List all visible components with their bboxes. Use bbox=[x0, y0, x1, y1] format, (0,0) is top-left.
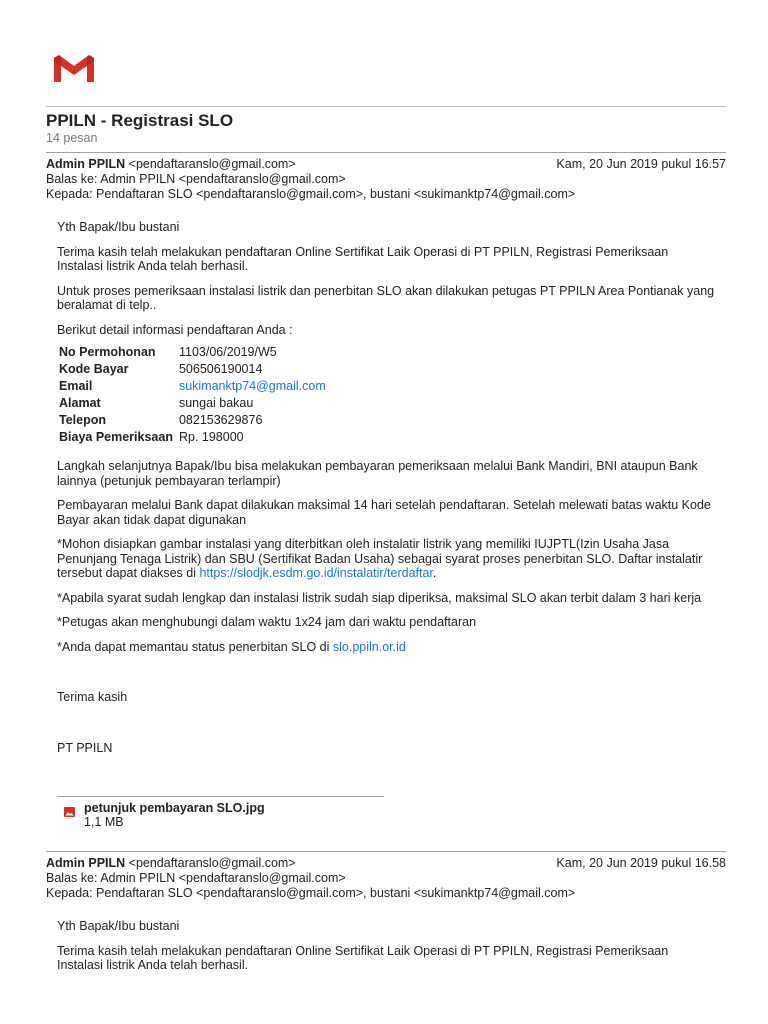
message-divider bbox=[46, 152, 726, 153]
message-count: 14 pesan bbox=[46, 131, 98, 145]
body-paragraph bbox=[57, 537, 717, 581]
table-row bbox=[59, 396, 330, 413]
sender-name: Admin PPILN bbox=[46, 157, 126, 171]
email-link[interactable]: sukimanktp74@gmail.com bbox=[178, 379, 326, 393]
detail-label: No Permohonan bbox=[59, 345, 156, 359]
message-divider bbox=[46, 851, 726, 852]
recipients-line: Kepada: Pendaftaran SLO <pendaftaranslo@gmail.com>, bustani <sukimanktp74@gmail.com> bbox=[46, 187, 576, 201]
body-paragraph: *Petugas akan menghubungi dalam waktu 1x24 jam dari waktu pendaftaran bbox=[57, 615, 477, 629]
table-row bbox=[59, 345, 330, 362]
body-paragraph: Untuk proses pemeriksaan instalasi listrik dan penerbitan SLO akan dilakukan petugas PT PPILN Area Pontianak yang beralamat di telp.. bbox=[57, 283, 715, 312]
attachment-divider bbox=[57, 796, 384, 797]
body-paragraph: Berikut detail informasi pendaftaran Anda : bbox=[57, 322, 293, 337]
table-row bbox=[59, 430, 330, 447]
detail-value: sungai bakau bbox=[178, 396, 254, 410]
message-1 bbox=[46, 152, 726, 765]
message-header bbox=[46, 856, 726, 901]
attachment-size: 1,1 MB bbox=[84, 815, 124, 829]
image-file-icon bbox=[64, 807, 75, 817]
message-header bbox=[46, 157, 726, 202]
body-paragraph: Pembayaran melalui Bank dapat dilakukan maksimal 14 hari setelah pendaftaran. Setelah melewati batas waktu Kode Bayar akan tidak dapat digunakan bbox=[57, 498, 711, 527]
message-date: Kam, 20 Jun 2019 pukul 16.57 bbox=[556, 157, 726, 171]
detail-label: Alamat bbox=[59, 396, 101, 410]
reply-to-line: Balas ke: Admin PPILN <pendaftaranslo@gmail.com> bbox=[46, 871, 346, 885]
message-2 bbox=[46, 851, 726, 983]
paragraph-text: *Mohon disiapkan gambar instalasi yang diterbitkan oleh instalatir listrik yang memiliki IUJPTL(Izin Usaha Jasa Penunjang Tenaga Listrik) dan SBU (Sertifikat Badan Usaha) sebagai syarat proses penerbitan SLO. Daftar instalatir tersebut dapat diakses di bbox=[57, 537, 703, 580]
body-paragraph: Langkah selanjutnya Bapak/Ibu bisa melakukan pembayaran pemeriksaan melalui Bank Mandiri, BNI ataupun Bank lainnya (petunjuk pembayaran terlampir) bbox=[57, 459, 698, 488]
detail-label: Biaya Pemeriksaan bbox=[59, 430, 173, 444]
instalatir-link[interactable]: https://slodjk.esdm.go.id/instalatir/terdaftar bbox=[199, 566, 433, 580]
detail-value: Rp. 198000 bbox=[178, 430, 244, 444]
message-body bbox=[57, 220, 717, 755]
thread-subject: PPILN - Registrasi SLO bbox=[46, 111, 234, 130]
registration-details-table bbox=[59, 345, 330, 447]
paragraph-end: . bbox=[432, 566, 437, 580]
message-body bbox=[57, 919, 717, 973]
recipients-line: Kepada: Pendaftaran SLO <pendaftaranslo@gmail.com>, bustani <sukimanktp74@gmail.com> bbox=[46, 886, 576, 900]
closing: Terima kasih bbox=[57, 690, 128, 704]
slo-status-link[interactable]: slo.ppiln.or.id bbox=[332, 639, 406, 654]
table-row bbox=[59, 379, 330, 396]
detail-label: Kode Bayar bbox=[59, 362, 129, 376]
message-date: Kam, 20 Jun 2019 pukul 16.58 bbox=[556, 856, 726, 870]
header-divider bbox=[46, 106, 726, 107]
detail-value: 082153629876 bbox=[178, 413, 263, 427]
body-paragraph: Terima kasih telah melakukan pendaftaran Online Sertifikat Laik Operasi di PT PPILN, Registrasi Pemeriksaan Instalasi listrik Anda telah berhasil. bbox=[57, 943, 669, 972]
sender-email: <pendaftaranslo@gmail.com> bbox=[128, 157, 296, 171]
body-paragraph: Terima kasih telah melakukan pendaftaran Online Sertifikat Laik Operasi di PT PPILN, Registrasi Pemeriksaan Instalasi listrik Anda telah berhasil. bbox=[57, 244, 669, 273]
detail-value: 506506190014 bbox=[178, 362, 263, 376]
greeting: Yth Bapak/Ibu bustani bbox=[57, 220, 180, 234]
body-paragraph bbox=[57, 640, 717, 655]
reply-to-line: Balas ke: Admin PPILN <pendaftaranslo@gmail.com> bbox=[46, 172, 346, 186]
paragraph-text: *Anda dapat memantau status penerbitan SLO di bbox=[57, 639, 333, 654]
gmail-logo-icon bbox=[52, 54, 96, 84]
table-row bbox=[59, 413, 330, 430]
detail-label: Email bbox=[59, 379, 93, 393]
signature: PT PPILN bbox=[57, 740, 113, 755]
detail-value: 1103/06/2019/W5 bbox=[178, 345, 277, 359]
detail-label: Telepon bbox=[59, 413, 106, 427]
sender-email: <pendaftaranslo@gmail.com> bbox=[128, 856, 296, 870]
sender-name: Admin PPILN bbox=[46, 856, 126, 870]
greeting: Yth Bapak/Ibu bustani bbox=[57, 919, 180, 933]
attachment-name[interactable]: petunjuk pembayaran SLO.jpg bbox=[84, 801, 265, 815]
body-paragraph: *Apabila syarat sudah lengkap dan instalasi listrik sudah siap diperiksa, maksimal SLO akan terbit dalam 3 hari kerja bbox=[57, 590, 702, 605]
table-row bbox=[59, 362, 330, 379]
